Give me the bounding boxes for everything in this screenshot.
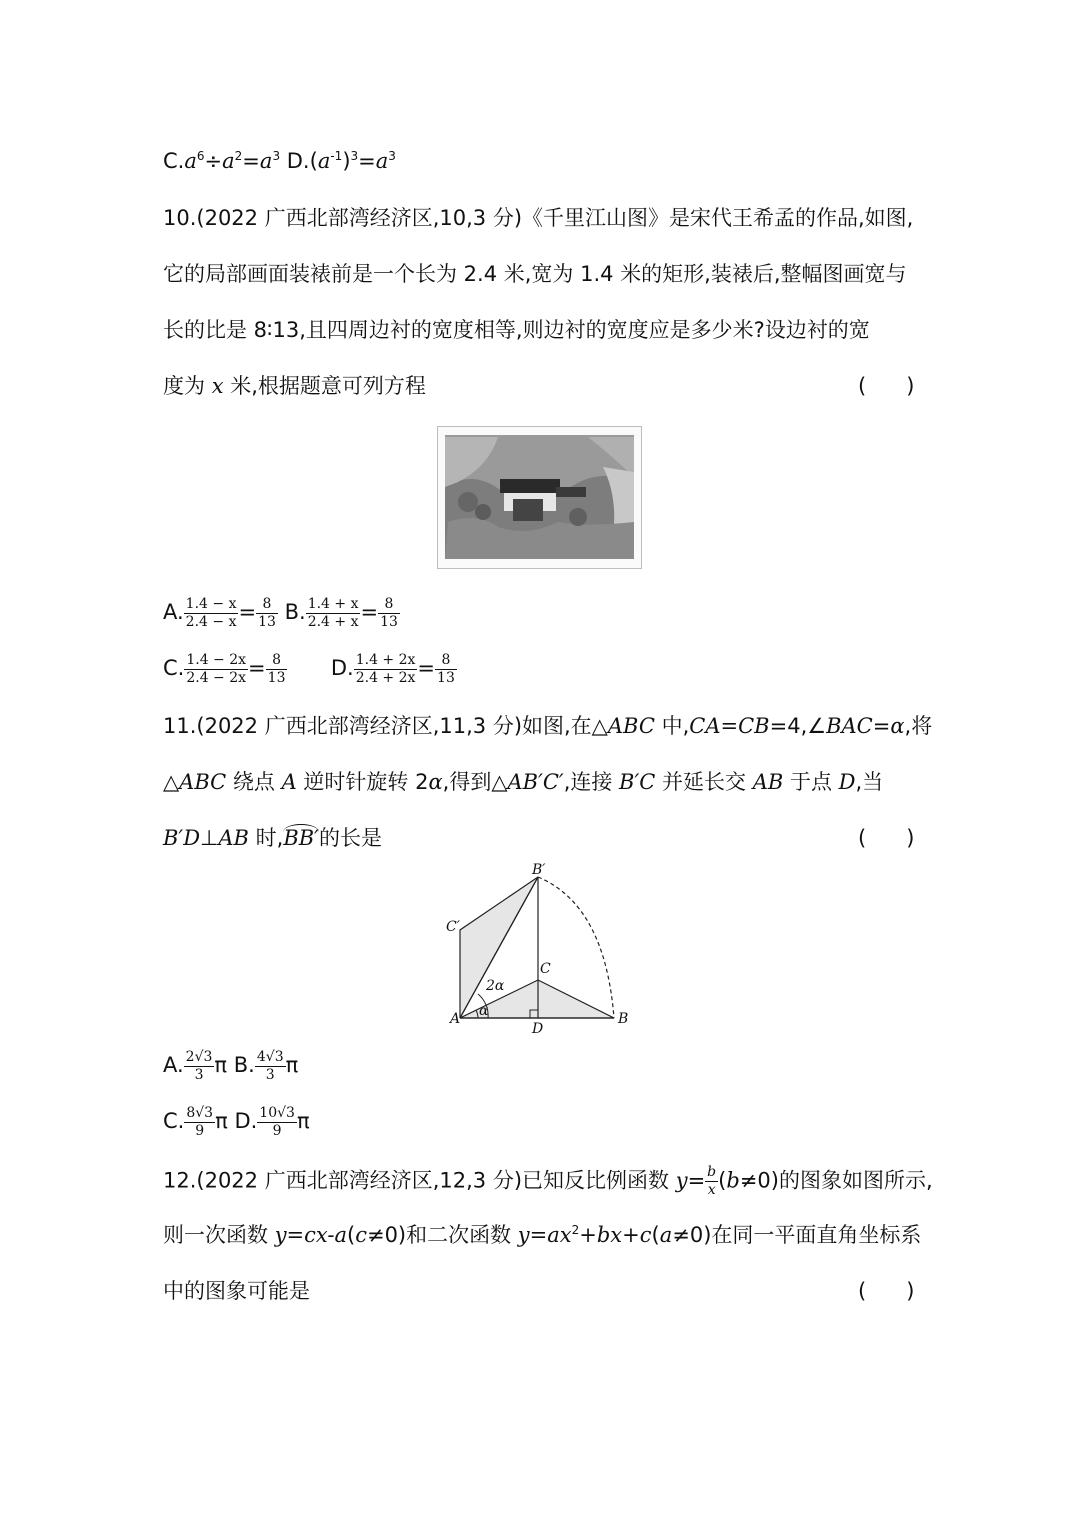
q9-var: a xyxy=(375,149,389,173)
q9-op: ) xyxy=(342,149,351,173)
q10-option-b-label: B. xyxy=(284,600,306,624)
q9-op: ÷ xyxy=(204,149,223,173)
q11-text: ,当 xyxy=(855,770,884,794)
q10-options-row-2 xyxy=(163,648,457,688)
q11-text: 的长是 xyxy=(318,826,382,850)
frac-den: 3 xyxy=(194,1066,204,1083)
q11-text: 时, xyxy=(248,826,284,850)
q10-rhs-fraction xyxy=(435,652,457,687)
q9-exp: -1 xyxy=(330,149,343,163)
landscape-painting-image xyxy=(437,426,642,569)
frac-den: 9 xyxy=(272,1122,282,1139)
q12-fraction-b-over-x xyxy=(705,1164,718,1199)
q11-option-a-label: A. xyxy=(163,1053,184,1077)
q11-text: 绕点 xyxy=(226,770,282,794)
q10-option-c-fraction xyxy=(184,652,248,687)
q12-line-2 xyxy=(163,1220,921,1250)
q10-rhs-fraction xyxy=(256,596,278,631)
frac-den: 2.4 + x xyxy=(307,613,359,630)
q10-text: 度为 xyxy=(163,374,212,398)
q9-op: = xyxy=(358,149,376,173)
frac-num: 10√3 xyxy=(259,1104,295,1121)
q11-var: CA=CB xyxy=(689,714,770,738)
painting-tree xyxy=(458,492,478,512)
q9-exp: 2 xyxy=(234,149,243,163)
frac-den: 13 xyxy=(258,613,276,630)
label-b-prime: B′ xyxy=(532,862,546,878)
q11-var: AB′C′ xyxy=(507,770,564,794)
q11-var: A xyxy=(281,770,297,794)
q11-var: AB xyxy=(218,826,249,850)
painting-illustration xyxy=(438,427,641,568)
painting-roof xyxy=(500,479,560,493)
painting-tree xyxy=(475,504,491,520)
label-c-prime: C′ xyxy=(446,919,460,935)
q9-var: a xyxy=(317,149,331,173)
q10-option-d-fraction xyxy=(354,652,418,687)
q11-text: 逆时针旋转 2 xyxy=(296,770,429,794)
painting-door xyxy=(513,499,543,521)
painting-roof-2 xyxy=(556,487,586,497)
q12-text: 则一次函数 xyxy=(163,1223,275,1247)
equals: = xyxy=(417,656,436,680)
q11-text: 于点 xyxy=(783,770,839,794)
q12-text: ≠0)和二次函数 xyxy=(366,1223,518,1247)
q11-text: =4,∠ xyxy=(769,714,827,738)
q11-var: B′C xyxy=(619,770,656,794)
q11-line-1 xyxy=(163,711,932,741)
q11-arc-bb: BB′ xyxy=(283,826,319,850)
q12-line-1 xyxy=(163,1164,933,1199)
equals: = xyxy=(248,656,266,680)
frac-num: 1.4 − 2x xyxy=(186,651,247,668)
q9-var: a xyxy=(259,149,273,173)
frac-den: 2.4 + 2x xyxy=(355,669,416,686)
q12-text: ( xyxy=(718,1168,727,1193)
q11-var: AB xyxy=(752,770,784,794)
q9-var: a xyxy=(222,149,235,173)
q11-var: B′D xyxy=(163,826,201,850)
frac-num: 1.4 + x xyxy=(307,595,359,612)
q11-text: 并延长交 xyxy=(655,770,753,794)
frac-num: 2√3 xyxy=(185,1048,213,1065)
q10-options-row-1 xyxy=(163,592,400,632)
q9-exp: 6 xyxy=(196,149,205,163)
equals: = xyxy=(360,600,379,624)
pi: π xyxy=(296,1109,310,1133)
q11-option-d-label: D. xyxy=(234,1109,258,1133)
q11-text: ⊥ xyxy=(200,826,219,850)
q12-var: y=cx-a xyxy=(274,1223,347,1247)
q9-option-d-label: D.( xyxy=(286,149,318,173)
q11-option-d-fraction xyxy=(257,1105,297,1140)
q12-text: ( xyxy=(651,1223,660,1247)
q11-line-3 xyxy=(163,823,382,853)
q12-var: a xyxy=(659,1223,673,1247)
label-c: C xyxy=(540,961,551,977)
q11-option-b-label: B. xyxy=(233,1053,255,1077)
frac-den: 2.4 − 2x xyxy=(186,669,247,686)
q11-option-a-fraction xyxy=(184,1049,215,1084)
q12-text: 12.(2022 广西北部湾经济区,12,3 分)已知反比例函数 xyxy=(163,1168,676,1193)
q11-var: ABC xyxy=(179,770,227,794)
q9-exp: 3 xyxy=(272,149,281,163)
label-b: B xyxy=(618,1011,629,1027)
q11-text: = xyxy=(872,714,891,738)
frac-num: 4√3 xyxy=(256,1048,284,1065)
q11-text: △ xyxy=(163,770,180,794)
q11-text: ,连接 xyxy=(563,770,620,794)
frac-num: 8 xyxy=(435,652,457,670)
q9-exp: 3 xyxy=(350,149,359,163)
q10-var-x: x xyxy=(211,374,224,398)
q11-line-2 xyxy=(163,767,883,797)
frac-num: 8 xyxy=(378,596,400,614)
frac-den: 3 xyxy=(265,1066,275,1083)
label-a: A xyxy=(450,1011,461,1027)
frac-num: b xyxy=(707,1164,717,1180)
q9-options-line xyxy=(163,146,396,176)
q9-var: a xyxy=(184,149,197,173)
q11-var: BAC xyxy=(826,714,873,738)
q10-text: 米,根据题意可列方程 xyxy=(223,374,426,398)
q10-option-b-fraction xyxy=(306,596,361,631)
q11-option-b-fraction xyxy=(255,1049,286,1084)
q11-var: D xyxy=(838,770,856,794)
frac-num: 1.4 − x xyxy=(185,595,237,612)
frac-den: 13 xyxy=(437,669,455,686)
q12-var: c xyxy=(355,1223,367,1247)
q11-text: 11.(2022 广西北部湾经济区,11,3 分)如图,在△ xyxy=(163,714,608,738)
label-alpha: α xyxy=(479,1003,489,1019)
q11-options-row-1 xyxy=(163,1045,298,1085)
pi: π xyxy=(285,1053,299,1077)
q9-op: = xyxy=(242,149,260,173)
q11-var: ABC xyxy=(607,714,655,738)
q12-var: b xyxy=(726,1168,740,1193)
q12-var: +bx+c xyxy=(579,1223,652,1247)
q12-text: ≠0)在同一平面直角坐标系 xyxy=(672,1223,922,1247)
frac-den: 2.4 − x xyxy=(185,613,237,630)
q10-line-3: 长的比是 8∶13,且四周边衬的宽度相等,则边衬的宽度应是多少米?设边衬的宽 xyxy=(163,318,870,342)
q10-option-a-label: A. xyxy=(163,600,184,624)
frac-den: 13 xyxy=(267,669,286,686)
q10-answer-paren: ( ) xyxy=(858,374,915,398)
equals: = xyxy=(238,600,257,624)
q12-answer-paren: ( ) xyxy=(858,1279,915,1303)
q12-line-3: 中的图象可能是 xyxy=(163,1279,310,1303)
q12-text: = xyxy=(687,1168,706,1193)
frac-num: 1.4 + 2x xyxy=(355,651,416,668)
q10-option-a-fraction xyxy=(184,596,239,631)
q11-var: α xyxy=(890,714,905,738)
frac-num: 8√3 xyxy=(186,1104,214,1121)
q10-option-d-label: D. xyxy=(330,656,354,680)
q11-figure-svg xyxy=(430,860,650,1045)
q10-option-c-label: C. xyxy=(163,656,185,680)
frac-num: 8 xyxy=(266,652,288,670)
q12-var: y xyxy=(675,1168,688,1193)
q10-rhs-fraction xyxy=(378,596,400,631)
painting-tree xyxy=(569,508,587,526)
q11-option-c-fraction xyxy=(184,1105,215,1140)
frac-den: x xyxy=(707,1182,716,1198)
q9-exp: 3 xyxy=(388,149,396,163)
q10-line-4 xyxy=(163,371,426,401)
frac-num: 8 xyxy=(256,596,278,614)
frac-den: 9 xyxy=(195,1122,205,1139)
q11-geometry-figure xyxy=(430,860,650,1045)
q10-line-2: 它的局部画面装裱前是一个长为 2.4 米,宽为 1.4 米的矩形,装裱后,整幅图画宽与 xyxy=(163,262,907,286)
q12-var: y=ax xyxy=(517,1223,572,1247)
pi: π xyxy=(215,1109,228,1133)
q11-text: ,将 xyxy=(904,714,933,738)
q12-text: ≠0)的图象如图所示, xyxy=(739,1168,933,1193)
q12-exp: 2 xyxy=(571,1223,580,1237)
pi: π xyxy=(214,1053,228,1077)
q12-text: ( xyxy=(347,1223,356,1247)
q9-option-c-label: C. xyxy=(163,149,185,173)
q11-options-row-2 xyxy=(163,1101,310,1141)
label-d: D xyxy=(532,1021,544,1037)
q11-text: 中, xyxy=(654,714,690,738)
q11-answer-paren: ( ) xyxy=(858,826,915,850)
frac-den: 13 xyxy=(380,613,398,630)
q11-var: α xyxy=(428,770,443,794)
q11-text: ,得到△ xyxy=(442,770,508,794)
q11-option-c-label: C. xyxy=(163,1109,185,1133)
q10-rhs-fraction xyxy=(266,652,288,687)
label-2alpha: 2α xyxy=(486,978,505,994)
q10-line-1: 10.(2022 广西北部湾经济区,10,3 分)《千里江山图》是宋代王希孟的作品,如图, xyxy=(163,206,914,230)
